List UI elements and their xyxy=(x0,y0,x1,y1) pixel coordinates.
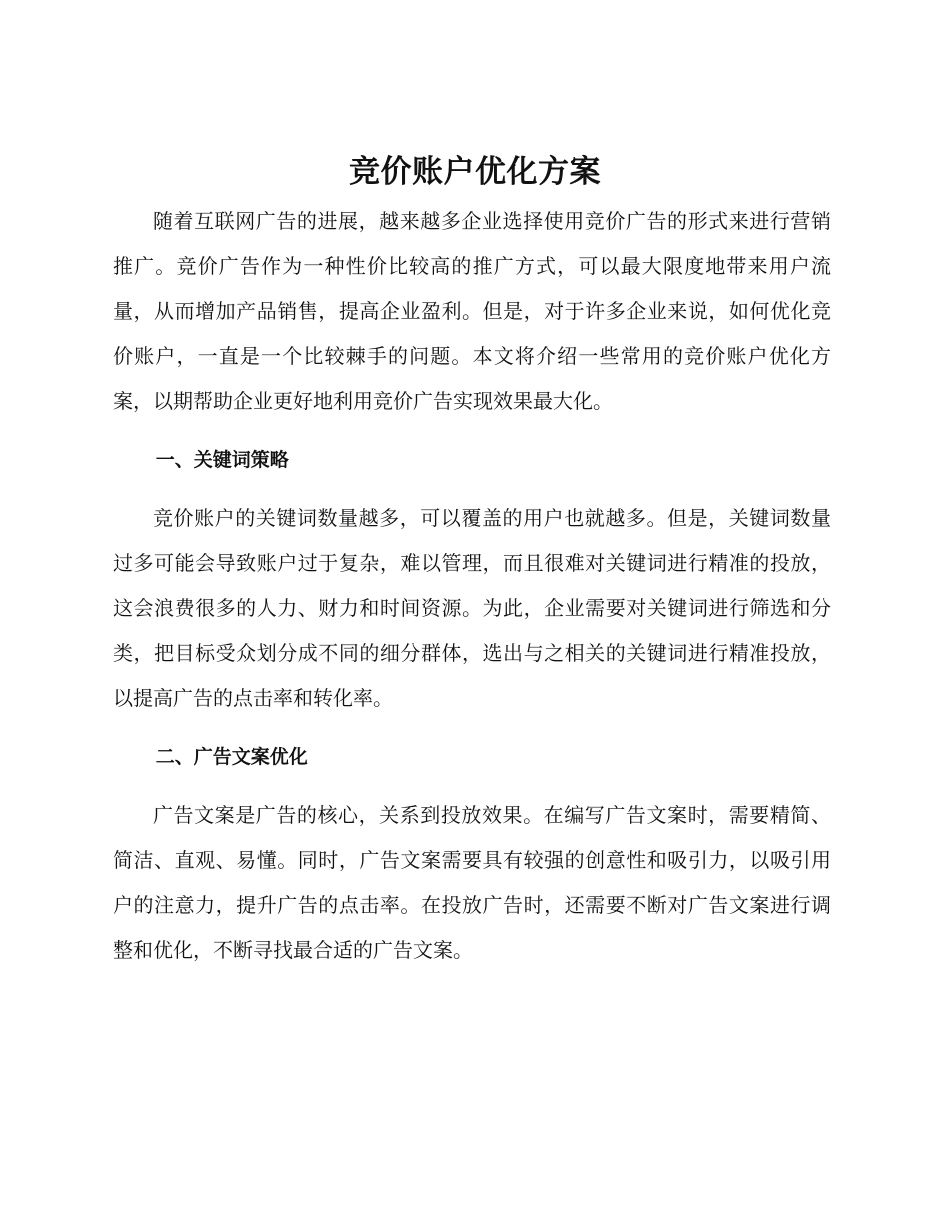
section-heading-keyword-strategy: 一、关键词策略 xyxy=(155,449,289,471)
document-body xyxy=(113,199,831,973)
document-title: 竞价账户优化方案 xyxy=(349,154,601,190)
section-heading-ad-copy-optimization: 二、广告文案优化 xyxy=(155,746,308,768)
section-body-keyword-strategy: 竞价账户的关键词数量越多，可以覆盖的用户也就越多。但是，关键词数量过多可能会导致账户过于复杂，难以管理，而且很难对关键词进行精准的投放，这会浪费很多的人力、财力和时间资源。为此，企业需要对关键词进行筛选和分类，把目标受众划分成不同的细分群体，选出与之相关的关键词进行精准投放，以提高广告的点击率和转化率。 xyxy=(113,506,831,710)
intro-paragraph: 随着互联网广告的进展，越来越多企业选择使用竞价广告的形式来进行营销推广。竞价广告作为一种性价比较高的推广方式，可以最大限度地带来用户流量，从而增加产品销售，提高企业盈利。但是，对于许多企业来说，如何优化竞价账户，一直是一个比较棘手的问题。本文将介绍一些常用的竞价账户优化方案，以期帮助企业更好地利用竞价广告实现效果最大化。 xyxy=(113,209,831,413)
section-body-ad-copy-optimization: 广告文案是广告的核心，关系到投放效果。在编写广告文案时，需要精简、简洁、直观、易懂。同时，广告文案需要具有较强的创意性和吸引力，以吸引用户的注意力，提升广告的点击率。在投放广告时，还需要不断对广告文案进行调整和优化，不断寻找最合适的广告文案。 xyxy=(113,803,831,962)
